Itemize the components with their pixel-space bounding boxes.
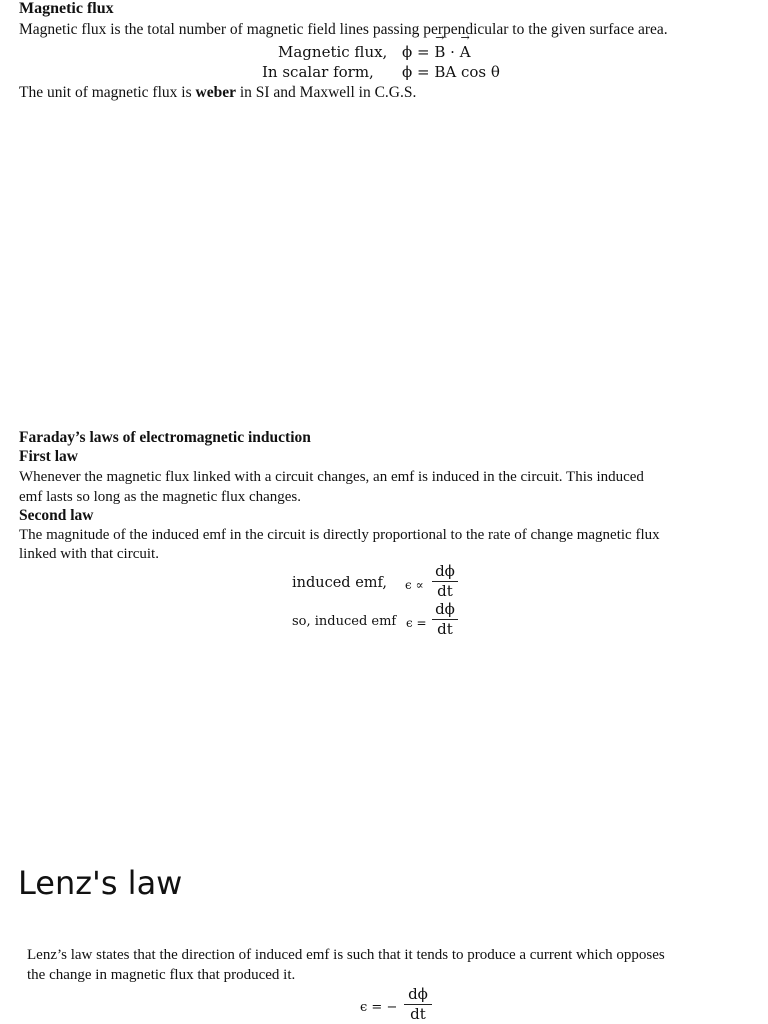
lenz-statement-line-2: the change in magnetic flux that produced it. <box>27 967 296 983</box>
lenz-statement-line-1: Lenz’s law states that the direction of induced emf is such that it tends to produce a current which opposes <box>27 947 665 963</box>
fraction-denominator: dt <box>437 582 453 600</box>
second-law-title: Second law <box>19 507 94 524</box>
fraction-denominator: dt <box>410 1005 426 1023</box>
vector-b: → B <box>434 43 445 61</box>
dot-operator: · <box>445 43 460 61</box>
fraction-numerator: dϕ <box>435 600 455 618</box>
vector-a: → A <box>460 43 471 61</box>
unit-text-pre: The unit of magnetic flux is <box>19 84 196 101</box>
first-law-line-1: Whenever the magnetic flux linked with a circuit changes, an emf is induced in the circuit. This induced <box>19 469 644 485</box>
proportional-lhs: ϵ ∝ <box>405 578 424 592</box>
equality-lhs: ϵ = <box>406 616 427 630</box>
lenz-law-heading: Lenz's law <box>18 864 183 902</box>
first-law-line-2: emf lasts so long as the magnetic flux changes. <box>19 489 302 505</box>
so-induced-emf-label: so, induced emf <box>292 614 397 629</box>
lenz-equation-lhs: ϵ = − <box>360 1000 398 1015</box>
lenz-fraction <box>404 986 432 1023</box>
magnetic-flux-vector-equation <box>402 43 471 61</box>
faraday-fraction-1 <box>432 563 458 600</box>
faraday-heading: Faraday’s laws of electromagnetic induction <box>19 429 311 446</box>
magnetic-flux-heading: Magnetic flux <box>19 0 114 17</box>
fraction-numerator: dϕ <box>408 985 428 1003</box>
faraday-fraction-2 <box>432 601 458 638</box>
fraction-numerator: dϕ <box>435 562 455 580</box>
unit-weber: weber <box>195 84 236 101</box>
first-law-title: First law <box>19 448 78 465</box>
second-law-line-2: linked with that circuit. <box>19 546 159 562</box>
scalar-form-equation: ϕ = BA cos θ <box>402 63 500 81</box>
magnetic-flux-definition: Magnetic flux is the total number of magnetic field lines passing perpendicular to the given surface area. <box>19 21 668 38</box>
magnetic-flux-unit <box>19 83 416 103</box>
fraction-denominator: dt <box>437 620 453 638</box>
second-law-line-1: The magnitude of the induced emf in the circuit is directly proportional to the rate of change magnetic flux <box>19 527 660 543</box>
magnetic-flux-equation-label: Magnetic flux, <box>278 43 388 61</box>
unit-text-post: in SI and Maxwell in C.G.S. <box>235 84 417 101</box>
induced-emf-label: induced emf, <box>292 575 387 591</box>
scalar-form-label: In scalar form, <box>262 63 374 81</box>
phi-symbol: ϕ = <box>402 43 435 61</box>
